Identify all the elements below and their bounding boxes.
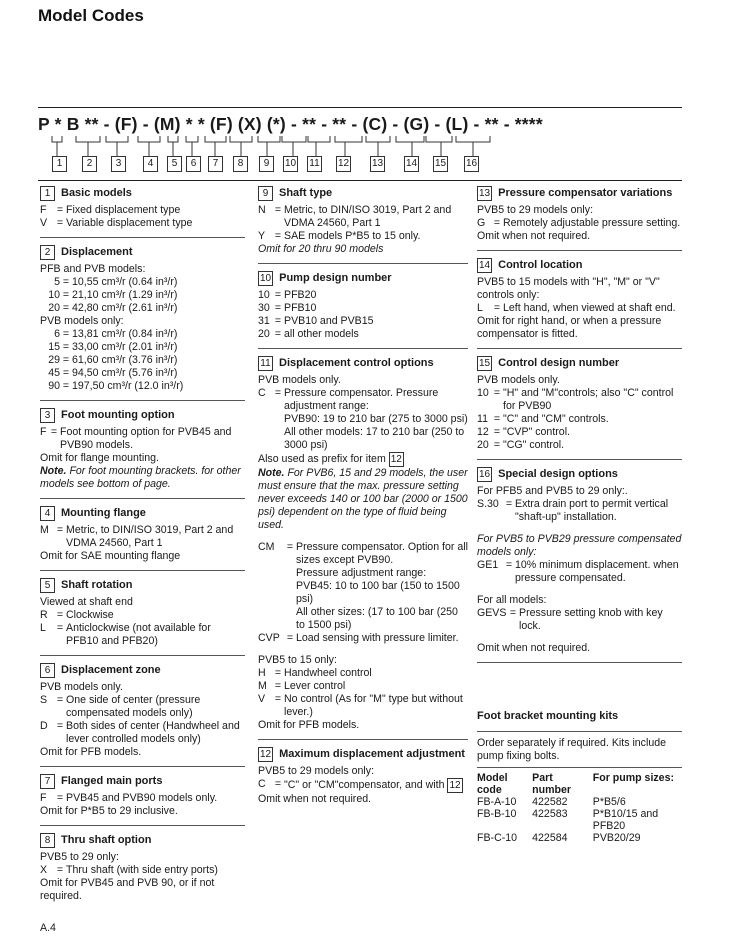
option-desc: 33,00 cm³/r (2.01 in³/r) <box>72 341 178 353</box>
option-desc: Remotely adjustable pressure setting. <box>503 217 681 229</box>
position-box-10: 10 <box>283 156 298 172</box>
column-1 <box>40 186 245 917</box>
section-displacement-control <box>258 356 468 740</box>
section-special-design-options <box>477 467 682 663</box>
equals: = <box>505 559 513 571</box>
section-number: 4 <box>40 506 55 521</box>
section-title: Displacement <box>61 246 133 258</box>
section-title: Maximum displacement adjustment <box>279 748 465 760</box>
option-desc: Metric, to DIN/ISO 3019, Part 2 and VDMA 24560, Part 1 <box>66 524 234 549</box>
section-title: Mounting flange <box>61 507 146 519</box>
option-code: F <box>40 792 47 804</box>
option-desc: PVB10 and PVB15 <box>284 315 374 327</box>
option-code: Y <box>258 230 266 242</box>
section-title: Shaft rotation <box>61 579 133 591</box>
table-cell: 422584 <box>532 832 568 844</box>
equals: = <box>493 426 501 438</box>
page-number: A.4 <box>40 922 56 934</box>
omit-text: Omit for PVB45 and PVB 90, or if not required. <box>40 877 215 902</box>
model-code-string: P * B ** - (F) - (M) * * (F) (X) (*) - ** - ** - (C) - (G) - (L) - ** - **** <box>38 114 543 134</box>
page-title: Model Codes <box>38 6 144 25</box>
section-mounting-flange <box>40 506 245 571</box>
section-number: 2 <box>40 245 55 260</box>
note-label: Note. <box>40 465 67 477</box>
equals: = <box>56 864 64 876</box>
equals: = <box>56 609 64 621</box>
equals: = <box>56 204 64 216</box>
section-number: 9 <box>258 186 273 201</box>
intro-text: PVB5 to 15 models with "H", "M" or "V" controls only: <box>477 276 660 301</box>
option-code: S.30 <box>477 498 499 510</box>
intro-text: PVB5 to 29 models only: <box>477 204 594 216</box>
option-desc: Extra drain port to permit vertical "shaft-up" installation. <box>515 498 669 523</box>
omit-text: Omit for PFB models. <box>258 719 360 731</box>
section-number: 14 <box>479 260 491 271</box>
section-thru-shaft <box>40 833 245 910</box>
equals: = <box>493 217 501 229</box>
equals: = <box>62 341 70 353</box>
table-cell: P*B10/15 and PFB20 <box>592 808 659 832</box>
equals: = <box>62 276 70 288</box>
omit-text: Omit for 20 thru 90 models <box>258 243 384 255</box>
option-code: 29 <box>48 354 60 366</box>
table-cell: FB-B-10 <box>477 808 517 820</box>
option-desc: Anticlockwise (not available for PFB10 and PFB20) <box>66 622 211 647</box>
table-row <box>477 796 682 808</box>
option-desc: "H" and "M"controls; also "C" control for PVB90 <box>503 387 674 412</box>
position-box-11: 11 <box>307 156 322 172</box>
position-box-15: 15 <box>433 156 448 172</box>
section-number: 16 <box>479 469 491 480</box>
option-desc: Handwheel control <box>284 667 372 679</box>
section-pressure-compensator-variations <box>477 186 682 251</box>
section-number: 7 <box>40 774 55 789</box>
section-number: 1 <box>40 186 55 201</box>
option-desc: Left hand, when viewed at shaft end. <box>503 302 676 314</box>
column-2 <box>258 186 468 820</box>
section-title: Thru shaft option <box>61 834 152 846</box>
option-desc: Metric, to DIN/ISO 3019, Part 2 and VDMA 24560, Part 1 <box>284 204 452 229</box>
option-code: 15 <box>48 341 60 353</box>
option-code: L <box>40 622 46 634</box>
column-header: For pump sizes: <box>592 772 674 784</box>
option-code: 20 <box>258 328 270 340</box>
position-box-8: 8 <box>233 156 248 172</box>
position-box-14: 14 <box>404 156 419 172</box>
equals: = <box>274 315 282 327</box>
option-code: M <box>40 524 49 536</box>
section-number: 12 <box>260 749 272 760</box>
option-code: GEVS <box>477 607 507 619</box>
prefix-text: Also used as prefix for item <box>258 453 386 465</box>
equals: = <box>493 387 501 399</box>
option-code: M <box>258 680 267 692</box>
section-displacement <box>40 245 245 401</box>
position-box-1: 1 <box>52 156 67 172</box>
table-cell: 422583 <box>532 808 568 820</box>
section-title: Foot mounting option <box>61 409 175 421</box>
option-desc: Clockwise <box>66 609 114 621</box>
option-code: N <box>258 204 266 216</box>
position-box-13: 13 <box>370 156 385 172</box>
omit-text: Omit when not required. <box>477 642 591 654</box>
table-cell: FB-A-10 <box>477 796 517 808</box>
option-desc: 10,55 cm³/r (0.64 in³/r) <box>72 276 178 288</box>
section-basic-models <box>40 186 245 238</box>
option-code: 90 <box>48 380 60 392</box>
option-code: F <box>40 426 47 438</box>
section-title: Pressure compensator variations <box>498 187 673 199</box>
option-desc: 42,80 cm³/r (2.61 in³/r) <box>72 302 178 314</box>
equals: = <box>493 413 501 425</box>
position-box-16: 16 <box>464 156 479 172</box>
intro-text: PVB models only. <box>477 374 560 386</box>
section-title: Displacement zone <box>61 664 161 676</box>
option-code: S <box>40 694 48 706</box>
position-box-2: 2 <box>82 156 97 172</box>
equals: = <box>286 541 294 553</box>
subheading: PVB models only: <box>40 315 124 327</box>
equals: = <box>274 302 282 314</box>
equals: = <box>62 380 70 392</box>
equals: = <box>274 667 282 679</box>
code-position-brackets <box>0 134 750 158</box>
option-code: 10 <box>477 387 489 399</box>
section-shaft-type <box>258 186 468 264</box>
option-desc: Fixed displacement type <box>66 204 181 216</box>
intro-text: Viewed at shaft end <box>40 596 133 608</box>
section-title: Flanged main ports <box>61 775 163 787</box>
equals: = <box>62 367 70 379</box>
option-desc: Foot mounting option for PVB45 and PVB90 models. <box>60 426 232 451</box>
option-code: CVP <box>258 632 280 644</box>
equals: = <box>274 230 282 242</box>
equals: = <box>274 693 282 705</box>
section-control-location <box>477 258 682 349</box>
option-desc: Variable displacement type <box>66 217 193 229</box>
option-desc: All other models: 17 to 210 bar (250 to 3000 psi) <box>284 426 465 451</box>
section-foot-bracket-kits <box>477 710 682 851</box>
section-title: Special design options <box>498 468 618 480</box>
equals: = <box>286 632 294 644</box>
column-3 <box>477 186 682 858</box>
table-cell: 422582 <box>532 796 568 808</box>
option-code: G <box>477 217 486 229</box>
omit-text: Omit for SAE mounting flange <box>40 550 181 562</box>
omit-text: Omit when not required. <box>258 793 372 805</box>
equals: = <box>274 680 282 692</box>
table-row <box>477 832 682 844</box>
option-code: 6 <box>54 328 60 340</box>
section-number: 13 <box>479 188 491 199</box>
equals: = <box>56 217 64 229</box>
column-header: Part number <box>532 772 571 796</box>
option-desc: 10% minimum displacement. when pressure compensated. <box>515 559 679 584</box>
omit-text: Omit for right hand, or when a pressure compensator is fitted. <box>477 315 662 340</box>
option-code: H <box>258 667 266 679</box>
table-cell: PVB20/29 <box>592 832 641 844</box>
option-desc: Pressure adjustment range: <box>296 567 427 579</box>
equals: = <box>274 387 282 399</box>
section-number: 15 <box>479 358 491 369</box>
note-text: For foot mounting brackets. for other models see bottom of page. <box>40 465 241 490</box>
position-box-12: 12 <box>336 156 351 172</box>
option-code: 11 <box>477 413 488 425</box>
position-box-9: 9 <box>259 156 274 172</box>
option-code: 31 <box>258 315 270 327</box>
option-desc: Pressure compensator. Pressure adjustment range: <box>284 387 439 412</box>
table-row <box>477 808 682 832</box>
option-code: 10 <box>48 289 60 301</box>
omit-text: Omit for PFB models. <box>40 746 142 758</box>
option-desc: Thru shaft (with side entry ports) <box>66 864 218 876</box>
option-desc: Load sensing with pressure limiter. <box>296 632 459 644</box>
section-title: Shaft type <box>279 187 333 199</box>
option-desc: PVB45: 10 to 100 bar (150 to 1500 psi) <box>296 580 460 605</box>
equals: = <box>56 694 64 706</box>
equals: = <box>493 439 501 451</box>
option-code: C <box>258 387 266 399</box>
table-cell: FB-C-10 <box>477 832 518 844</box>
equals: = <box>274 778 282 790</box>
option-code: GE1 <box>477 559 499 571</box>
section-control-design-number <box>477 356 682 460</box>
option-code: 12 <box>477 426 489 438</box>
equals: = <box>50 426 58 438</box>
option-desc: "CG" control. <box>503 439 565 451</box>
option-desc: "CVP" control. <box>503 426 570 438</box>
option-desc: Pressure setting knob with key lock. <box>519 607 663 632</box>
option-code: 20 <box>477 439 489 451</box>
subheading: PVB5 to 15 only: <box>258 654 337 666</box>
code-bottom-rule <box>38 180 682 181</box>
equals: = <box>505 498 513 510</box>
option-desc: Lever control <box>284 680 346 692</box>
section-number: 5 <box>40 578 55 593</box>
omit-text: Omit for P*B5 to 29 inclusive. <box>40 805 178 817</box>
note-text: For PVB6, 15 and 29 models, the user must ensure that the max. pressure setting never exceeds 140 or 100 bar (2000 or 1500 psi) dependent on the type of fluid being used. <box>258 467 468 531</box>
position-box-5: 5 <box>167 156 182 172</box>
section-shaft-rotation <box>40 578 245 656</box>
option-desc: One side of center (pressure compensated models only) <box>66 694 201 719</box>
option-code: X <box>40 864 48 876</box>
option-desc: "C" or "CM"compensator, and with <box>284 779 445 791</box>
item-ref-box: 12 <box>390 454 402 465</box>
section-flanged-main-ports <box>40 774 245 826</box>
omit-text: Omit when not required. <box>477 230 591 242</box>
equals: = <box>56 524 64 536</box>
section-max-displacement <box>258 747 468 813</box>
section-number: 6 <box>40 663 55 678</box>
option-code: 45 <box>48 367 60 379</box>
option-code: V <box>258 693 266 705</box>
equals: = <box>274 204 282 216</box>
kits-title: Foot bracket mounting kits <box>477 710 619 722</box>
option-desc: PFB10 <box>284 302 317 314</box>
intro-text: For PFB5 and PVB5 to 29 only:. <box>477 485 628 497</box>
omit-text: Omit for flange mounting. <box>40 452 159 464</box>
option-desc: All other sizes: (17 to 100 bar (250 to 1500 psi) <box>296 606 458 631</box>
section-title: Control design number <box>498 357 620 369</box>
section-foot-mounting <box>40 408 245 499</box>
subheading: For PVB5 to PVB29 pressure compensated models only: <box>477 533 682 558</box>
option-desc: 197,50 cm³/r (12.0 in³/r) <box>72 380 184 392</box>
option-code: 10 <box>258 289 270 301</box>
kits-intro: Order separately if required. Kits include pump fixing bolts. <box>477 731 682 763</box>
option-code: D <box>40 720 48 732</box>
section-title: Pump design number <box>279 272 392 284</box>
equals: = <box>62 289 70 301</box>
equals: = <box>56 720 64 732</box>
position-box-7: 7 <box>208 156 223 172</box>
option-code: V <box>40 217 48 229</box>
option-code: 20 <box>48 302 60 314</box>
section-title: Control location <box>498 259 583 271</box>
table-header-row <box>477 772 682 796</box>
option-desc: 61,60 cm³/r (3.76 in³/r) <box>72 354 178 366</box>
option-desc: "C" and "CM" controls. <box>503 413 609 425</box>
option-code: 30 <box>258 302 270 314</box>
option-desc: 13,81 cm³/r (0.84 in³/r) <box>72 328 178 340</box>
option-code: 5 <box>54 276 60 288</box>
section-title: Displacement control options <box>279 357 434 369</box>
option-code: F <box>40 204 47 216</box>
option-desc: PFB20 <box>284 289 317 301</box>
option-code: L <box>477 302 483 314</box>
equals: = <box>62 354 70 366</box>
position-box-6: 6 <box>186 156 201 172</box>
option-desc: No control (As for "M" type but without lever.) <box>284 693 463 718</box>
position-box-4: 4 <box>143 156 158 172</box>
equals: = <box>274 328 282 340</box>
intro-text: PVB models only. <box>40 681 123 693</box>
option-desc: PVB45 and PVB90 models only. <box>66 792 218 804</box>
equals: = <box>274 289 282 301</box>
subheading: PFB and PVB models: <box>40 263 146 275</box>
equals: = <box>62 302 70 314</box>
option-desc: Both sides of center (Handwheel and lever controlled models only) <box>66 720 240 745</box>
section-number: 11 <box>258 356 273 371</box>
option-code: C <box>258 778 266 790</box>
kits-table <box>477 772 682 844</box>
section-number: 10 <box>260 273 272 284</box>
option-desc: 21,10 cm³/r (1.29 in³/r) <box>72 289 178 301</box>
option-code: R <box>40 609 48 621</box>
section-displacement-zone <box>40 663 245 767</box>
option-code: CM <box>258 541 275 553</box>
intro-text: PVB models only. <box>258 374 341 386</box>
section-number: 8 <box>40 833 55 848</box>
intro-text: PVB5 to 29 models only: <box>258 765 375 777</box>
section-pump-design-number <box>258 271 468 349</box>
note-label: Note. <box>258 467 285 479</box>
table-cell: P*B5/6 <box>592 796 626 808</box>
option-desc: 94,50 cm³/r (5.76 in³/r) <box>72 367 178 379</box>
option-desc: PVB90: 19 to 210 bar (275 to 3000 psi) <box>284 413 468 425</box>
equals: = <box>509 607 517 619</box>
option-desc: SAE models P*B5 to 15 only. <box>284 230 421 242</box>
option-desc: all other models <box>284 328 359 340</box>
top-rule <box>38 107 682 108</box>
column-header: Model code <box>477 772 508 796</box>
equals: = <box>56 792 64 804</box>
equals: = <box>56 622 64 634</box>
intro-text: PVB5 to 29 only: <box>40 851 119 863</box>
equals: = <box>493 302 501 314</box>
subheading: For all models: <box>477 594 547 606</box>
option-desc: Pressure compensator. Option for all sizes except PVB90. <box>296 541 468 566</box>
position-box-3: 3 <box>111 156 126 172</box>
equals: = <box>62 328 70 340</box>
section-title: Basic models <box>61 187 132 199</box>
section-number: 3 <box>40 408 55 423</box>
item-ref-box: 12 <box>449 780 461 791</box>
